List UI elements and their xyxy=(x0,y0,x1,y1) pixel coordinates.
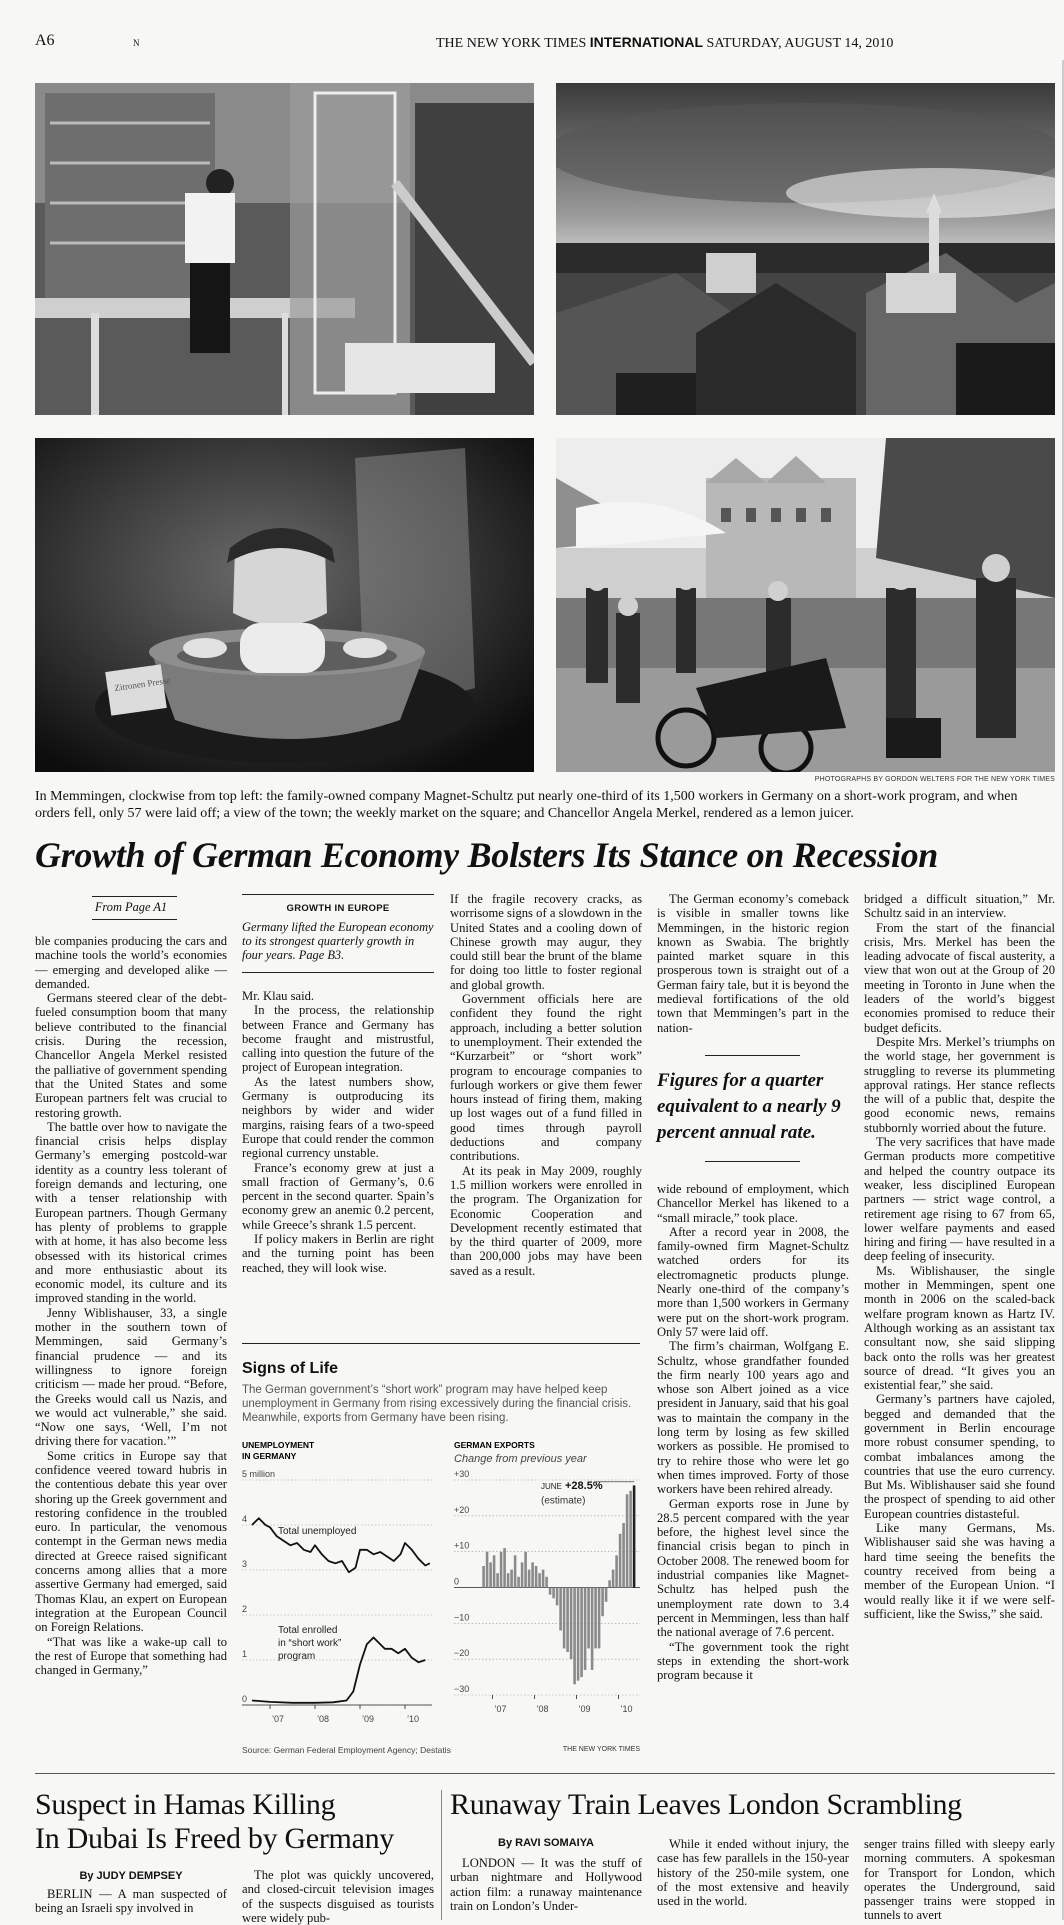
paragraph: Germans steered clear of the debt-fueled consumption boom that many believe contributed to the financial crisis. During the recession, Chancellor Angela Merkel resisted the palliative of government spending that the United States and some European partners felt was crucial to restoring growth. xyxy=(35,991,227,1120)
pullquote-rule-top xyxy=(705,1055,800,1056)
bar xyxy=(517,1577,520,1588)
refer-kicker: GROWTH IN EUROPE xyxy=(286,903,390,914)
juicer-sign-text: Zitronen Presse xyxy=(113,675,171,693)
paragraph: If the fragile recovery cracks, as worrisome signs of a slowdown in the United States and a cooling down of Chinese growth may augur, they could still bear the brunt of the blame for doing too little to foster regional and global growth. xyxy=(450,892,642,992)
photo-credit: PHOTOGRAPHS BY GORDON WELTERS FOR THE NEW YORK TIMES xyxy=(814,776,1055,783)
paragraph: Mr. Klau said. xyxy=(242,989,315,1003)
article-column-3 xyxy=(450,892,642,1278)
paragraph: Ms. Wiblishauser, the single mother in Memmingen, spent one month in 2006 on the scaled-back welfare program known as Hartz IV. Although working as an assistant tax consultant now, she said slipping back onto the rolls was her greatest source of dread. “It gives you an existential fear,” she said. xyxy=(864,1263,1055,1393)
story1-headline-line1: Suspect in Hamas Killing xyxy=(35,1788,336,1821)
paragraph: France’s economy grew at just a small fraction of Germany’s, 0.6 percent in the second quarter. Spain’s economy grew an anemic 0.2 percent, while Greece’s shrank 1.5 percent. xyxy=(242,1160,434,1232)
paragraph: senger trains filled with sleepy early morning commuters. A spokesman for Transport for London, which operates the Underground, said passenger trains were stopped in tunnels to avert xyxy=(864,1837,1055,1923)
paragraph: The plot was quickly uncovered, and closed-circuit television images of the suspects disguised as tourists were widely pub- xyxy=(242,1868,434,1925)
annotation-note: (estimate) xyxy=(541,1495,586,1507)
paragraph: The firm’s chairman, Wolfgang E. Schultz, whose grandfather founded the firm nearly 100 years ago and whose son Albert joined as a vice president in January, said that his goal was to maintain the company in the long term by losing as few skilled workers as possible. He promised to try to rehire those who were let go when times improved. Forty of those workers have been rehired already. xyxy=(657,1339,849,1497)
paragraph: Jenny Wiblishauser, 33, a single mother in the southern town of Memmingen, said Germany’s financial prudence — and its willingness to ignore foreign criticism — made her proud. “Before, the Greeks would call us Nazis, and we would act vulnerable,” she said. “Now one says, ‘Well, I’m not driving there for vacation.’” xyxy=(35,1305,227,1449)
bar xyxy=(493,1555,496,1587)
chart-left-title-line1: UNEMPLOYMENT xyxy=(242,1440,315,1450)
refer-rule-bottom xyxy=(242,972,434,973)
chart-source: Source: German Federal Employment Agency; Destatis xyxy=(242,1745,451,1755)
paragraph: Some critics in Europe say that confidence veered toward hubris in the contentious debate this year over shoring up the Greek government and restoring confidence in the troubled euro. In particular, the venomous contempt in the German news media directed at Greece raised significant concerns among allies that a more assertive Germany had emerged, said Thomas Klau, an expert on European integration at the European Council on Foreign Relations. xyxy=(35,1448,227,1635)
unemployment-chart xyxy=(242,1440,432,1724)
label-total-unemployed: Total unemployed xyxy=(278,1526,357,1537)
bar xyxy=(556,1588,559,1606)
y-tick-label: 3 xyxy=(242,1559,248,1569)
y-tick-label: −20 xyxy=(454,1648,470,1659)
bar xyxy=(580,1588,583,1678)
y-tick-label: 1 xyxy=(242,1649,248,1659)
bar xyxy=(573,1588,576,1685)
bar xyxy=(622,1523,625,1588)
paragraph: LONDON — It was the stuff of urban nightmare and Hollywood action film: a runaway maintenance train on London’s Under- xyxy=(450,1856,642,1913)
photo-town-view xyxy=(556,83,1055,415)
edition-mark: N xyxy=(133,38,140,48)
bar xyxy=(552,1588,555,1599)
bar xyxy=(566,1588,569,1653)
bar xyxy=(500,1552,503,1588)
bar xyxy=(629,1491,632,1588)
chart-title: Signs of Life xyxy=(242,1360,338,1377)
paragraph: If policy makers in Berlin are right and the turning point has been reached, they will look wise. xyxy=(242,1232,434,1275)
y-tick-label: +30 xyxy=(454,1469,470,1479)
exports-chart xyxy=(454,1440,640,1714)
y-tick-label: −30 xyxy=(454,1684,470,1694)
bar xyxy=(524,1552,527,1588)
y-tick-label: 0 xyxy=(242,1694,248,1704)
photo-market-square xyxy=(556,438,1055,772)
article-column-5 xyxy=(864,892,1055,1621)
bar xyxy=(521,1562,524,1587)
chart-subtitle: The German government’s “short work” program may have helped keep unemployment in Germany from rising excessively during the financial crisis. Meanwhile, exports from Germany have been rising. xyxy=(242,1384,632,1424)
article-headline: Growth of German Economy Bolsters Its Stance on Recession xyxy=(35,835,938,875)
chart-credit: THE NEW YORK TIMES xyxy=(562,1746,640,1753)
bar xyxy=(503,1548,506,1587)
photo-factory xyxy=(35,83,534,415)
bar xyxy=(584,1588,587,1670)
bar xyxy=(545,1577,548,1588)
jump-line: From Page A1 xyxy=(94,900,168,914)
label-short-work: in “short work” xyxy=(278,1638,342,1649)
bar xyxy=(514,1555,517,1587)
bar xyxy=(577,1588,580,1681)
bar xyxy=(619,1534,622,1588)
x-tick-label: ’08 xyxy=(317,1714,330,1724)
paragraph: After a record year in 2008, the family-owned firm Magnet-Schultz watched orders for its electromagnetic products plunge. Nearly one-third of the company’s more than 1,500 workers in Germany were put on the short-work program. Only 57 were laid off. xyxy=(657,1224,849,1339)
pull-quote: Figures for a quarter equivalent to a nearly 9 percent annual rate. xyxy=(657,1070,841,1143)
story1-headline-line2: In Dubai Is Freed by Germany xyxy=(35,1822,394,1855)
chart-right-title: GERMAN EXPORTS xyxy=(454,1440,535,1450)
y-tick-label: +10 xyxy=(454,1540,470,1551)
photo-caption: In Memmingen, clockwise from top left: the family-owned company Magnet-Schultz put nearly one-third of its 1,500 workers in Germany on a short-work program, and when orders fell, only 57 were laid off; a view of the town; the weekly market on the square; and Chancellor Angela Merkel, rendered as a lemon juicer. xyxy=(35,789,1018,821)
story2-column-1 xyxy=(450,1856,642,1913)
x-tick-label: ’07 xyxy=(494,1704,507,1714)
bar xyxy=(531,1562,534,1587)
bar xyxy=(563,1588,566,1649)
x-tick-label: ’09 xyxy=(578,1704,591,1714)
x-tick-label: ’10 xyxy=(620,1704,633,1714)
chart-right-subtitle: Change from previous year xyxy=(454,1453,587,1465)
bar xyxy=(489,1562,492,1587)
photo-merkel-juicer xyxy=(35,438,534,772)
page-number: A6 xyxy=(35,32,55,49)
story1-headline xyxy=(35,1788,435,1856)
bar xyxy=(535,1566,538,1588)
y-tick-label: 2 xyxy=(242,1604,248,1614)
bar xyxy=(605,1588,608,1602)
x-tick-label: ’08 xyxy=(536,1704,549,1714)
x-tick-label: ’07 xyxy=(272,1714,285,1724)
paper-name: THE NEW YORK TIMES xyxy=(436,36,587,51)
bar xyxy=(549,1588,552,1595)
bar xyxy=(612,1570,615,1588)
folio-line xyxy=(436,34,893,52)
paragraph: At its peak in May 2009, roughly 1.5 million workers were enrolled in the program. The Organization for Economic Cooperation and Development recently estimated that by the third quarter of 2009, more than 200,000 jobs may have been saved as a result. xyxy=(450,1163,642,1278)
paragraph: In the process, the relationship between France and Germany has become fraught and mistrustful, calling into question the future of the project of European integration. xyxy=(242,1003,434,1075)
bar xyxy=(615,1555,618,1587)
y-tick-label: 4 xyxy=(242,1514,248,1524)
refer-text: Germany lifted the European economy to its strongest quarterly growth in four years. Page B3. xyxy=(242,920,434,962)
bar xyxy=(591,1588,594,1670)
bar xyxy=(542,1570,545,1588)
bar xyxy=(626,1494,629,1587)
paragraph: German exports rose in June by 28.5 percent compared with the year before, the highest level since the financial crisis began to pinch in October 2008. The renewed boom for industrial companies like Magnet-Schultz has helped push the unemployment rate down to 3.4 percent in Memmingen, less than half the national average of 7.6 percent. xyxy=(657,1496,849,1640)
paragraph: The German economy’s comeback is visible in smaller towns like Memmingen, in the historic region known as Swabia. The brightly painted market square in this prosperous town is straight out of a German fairy tale, but it is beyond the medieval fortifications of the old town that Memmingen’s part in the nation- xyxy=(657,892,849,1035)
paragraph: From the start of the financial crisis, Mrs. Merkel has been the leading advocate of fiscal austerity, a view that won out at the Group of 20 meeting in Toronto in June when the leaders of the world’s biggest economies promised to reduce their budget deficits. xyxy=(864,920,1055,1035)
paragraph: While it ended without injury, the case has few parallels in the 150-year history of the 250-mile system, one of the most extensive and heavily used in the world. xyxy=(657,1837,849,1909)
chart-top-rule xyxy=(242,1343,640,1344)
story2-column-2 xyxy=(657,1837,849,1908)
paragraph: “That was like a wake-up call to the rest of Europe that something had changed in Germany,” xyxy=(35,1634,227,1678)
article-column-4-bottom xyxy=(657,1182,849,1682)
bar xyxy=(538,1573,541,1587)
story2-headline: Runaway Train Leaves London Scrambling xyxy=(450,1788,962,1821)
bar xyxy=(598,1588,601,1649)
story1-column-2 xyxy=(242,1868,434,1925)
jump-rule-top xyxy=(92,896,177,897)
label-short-work: program xyxy=(278,1651,316,1662)
annotation-prefix: JUNE xyxy=(541,1481,562,1491)
x-tick-label: ’09 xyxy=(362,1714,375,1724)
pullquote-rule-bottom xyxy=(705,1161,800,1162)
paragraph: ble companies producing the cars and machine tools the world’s economies — emerging and developed alike — demanded. xyxy=(35,934,227,991)
chart-svg xyxy=(242,1440,642,1750)
label-short-work: Total enrolled xyxy=(278,1625,338,1636)
bar xyxy=(496,1573,499,1587)
bar xyxy=(594,1588,597,1649)
paragraph: BERLIN — A man suspected of being an Israeli spy involved in xyxy=(35,1887,227,1916)
bottom-column-rule xyxy=(441,1790,442,1920)
paragraph: “The government took the right steps in extending the short-work program because it xyxy=(657,1639,849,1683)
y-tick-label: +20 xyxy=(454,1504,470,1515)
story1-byline: By JUDY DEMPSEY xyxy=(79,1870,183,1882)
paragraph: Germany’s partners have cajoled, begged and demanded that the government in Berlin encourage more robust consumer spending, to combat imbalances among the countries that use the euro currency. But Ms. Wiblishauser said she found the prospect of spending to aid other European countries distasteful. xyxy=(864,1392,1055,1521)
bar xyxy=(608,1580,611,1587)
refer-rule-top xyxy=(242,894,434,895)
folio-date: SATURDAY, AUGUST 14, 2010 xyxy=(706,36,894,51)
paragraph: Like many Germans, Ms. Wiblishauser said she was having a hard time seeing the benefits the country received from being a member of the European Union. “I would really like it if we were self-sufficient, like the Swiss,” she said. xyxy=(864,1521,1055,1621)
bar xyxy=(510,1570,513,1588)
section-name: INTERNATIONAL xyxy=(589,34,704,50)
paragraph: As the latest numbers show, Germany is outproducing its neighbors by wider and wider margins, raising fears of a two-speed Europe that could render the common regional currency unstable. xyxy=(242,1074,434,1161)
y-tick-label: −10 xyxy=(454,1612,470,1623)
y-tick-label: 0 xyxy=(454,1576,460,1587)
paragraph: The battle over how to navigate the financial crisis helps display Germany’s emerging postcold-war identity as a country less tolerant of foreign demands and lecturing, one with a tenser relationship with European partners. Though Germany has plenty of problems to grapple with at home, it has also become less obsessed with its historical crimes and more enthusiastic about its economic model, its culture and its improved standing in the world. xyxy=(35,1119,227,1306)
jump-rule-bottom xyxy=(92,919,177,920)
paragraph: bridged a difficult situation,” Mr. Schultz said in an interview. xyxy=(864,892,1055,921)
bar xyxy=(559,1588,562,1631)
bar xyxy=(486,1552,489,1588)
paragraph: The very sacrifices that have made German products more competitive and helped the country outpace its weaker, less disciplined European partners — strict wage control, a retirement age rising to 67 from 65, lower welfare payments and eased hiring and firing — have resulted in a deep feeling of insecurity. xyxy=(864,1135,1055,1264)
y-tick-label: 5 million xyxy=(242,1469,276,1479)
bar xyxy=(528,1570,531,1588)
x-tick-label: ’10 xyxy=(407,1714,420,1724)
story2-column-3 xyxy=(864,1837,1055,1923)
bar xyxy=(587,1588,590,1649)
bar xyxy=(482,1566,485,1588)
bottom-divider xyxy=(35,1773,1055,1774)
story1-column-1 xyxy=(35,1887,227,1916)
bar xyxy=(633,1485,636,1587)
article-column-1 xyxy=(35,934,227,1677)
article-column-2 xyxy=(242,989,434,1275)
article-column-4-top xyxy=(657,892,849,1035)
paragraph: wide rebound of employment, which Chancellor Merkel has likened to a “small miracle,” took place. xyxy=(657,1182,849,1225)
bar xyxy=(570,1588,573,1660)
bar xyxy=(507,1573,510,1587)
story2-byline: By RAVI SOMAIYA xyxy=(498,1837,594,1849)
bar xyxy=(601,1588,604,1617)
paragraph: Despite Mrs. Merkel’s triumphs on the world stage, her government is struggling to reverse its plummeting approval ratings. Her stance reflects the will of a public that, despite the good economic news, remains stubbornly worried about the future. xyxy=(864,1034,1055,1135)
chart-left-title-line2: IN GERMANY xyxy=(242,1451,297,1461)
annotation-value: +28.5% xyxy=(565,1479,603,1492)
paragraph: Government officials here are confident they found the right approach, including a better solution to unemployment. Their extended the “Kurzarbeit” or “short work” program to encourage companies to furlough workers or give them fewer hours instead of firing them, making up lost wages out of a fund filled in good times through payroll deductions and company contributions. xyxy=(450,992,642,1164)
